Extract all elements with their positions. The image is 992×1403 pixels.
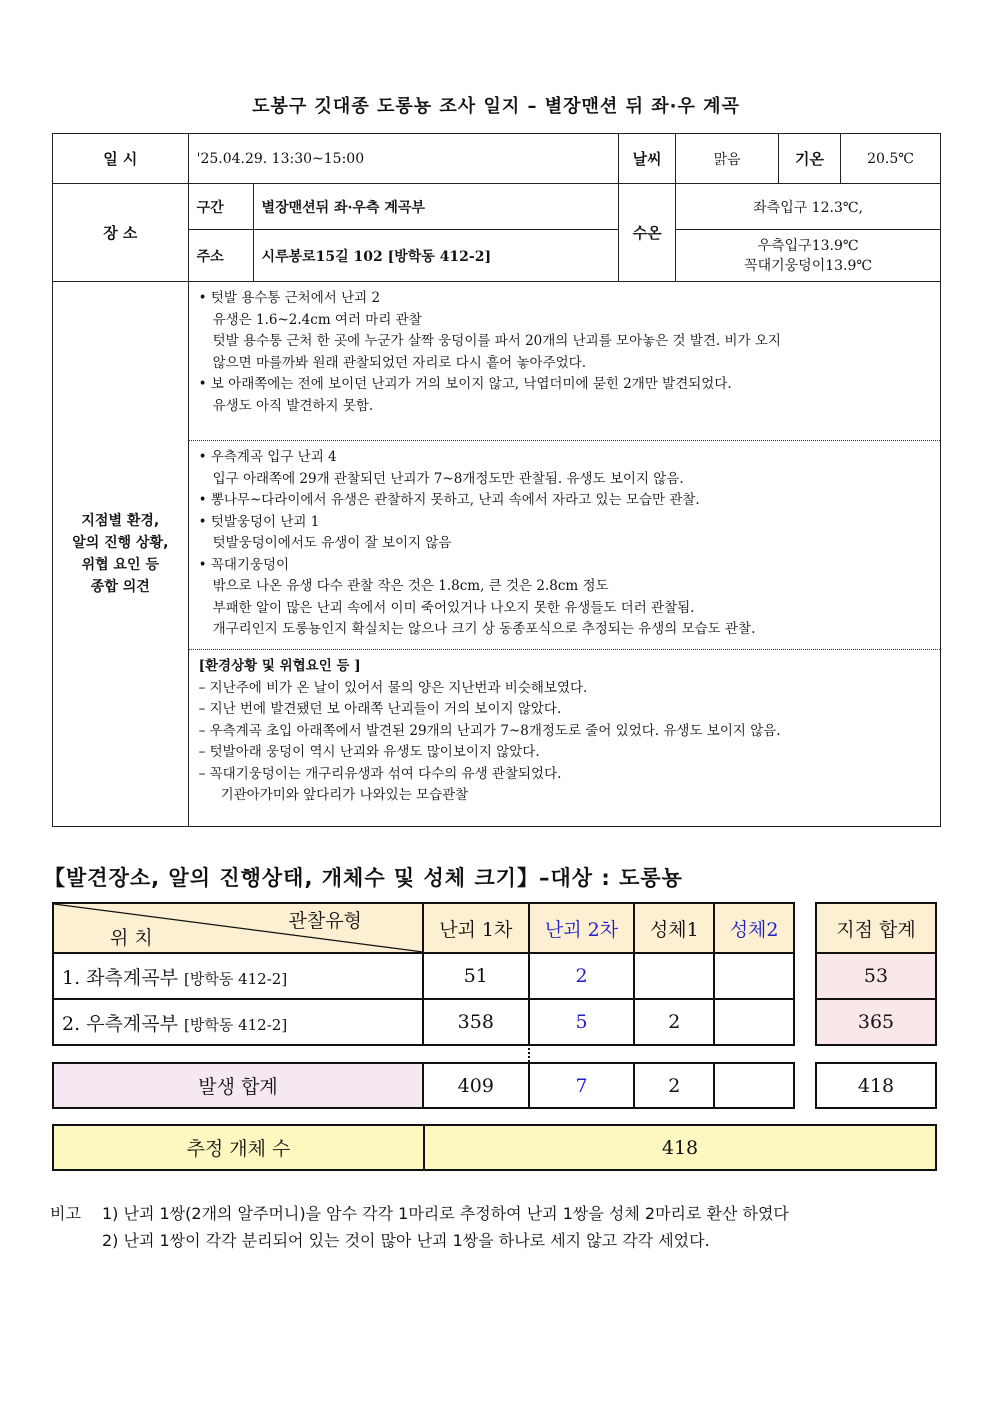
estimate-value: 418 [424, 1125, 936, 1170]
cell-adult-2 [714, 999, 794, 1045]
sum-row [53, 1063, 794, 1108]
sum-egg-2: 7 [529, 1063, 635, 1108]
location-address: [방학동 412-2] [184, 1015, 288, 1034]
note-line: 유생은 1.6~2.4cm 여러 마리 관찰 [212, 311, 422, 328]
location-name: 1. 좌측계곡부 [62, 966, 178, 989]
notes-label-line: 위협 요인 등 [81, 557, 159, 573]
table-row [53, 999, 794, 1045]
note-line: 개구리인지 도롱뇽인지 확실치는 않으나 크기 상 동종포식으로 추정되는 유생의 모습도 관찰. [212, 621, 756, 637]
note-line: • 뽕나무~다라이에서 유생은 관찰하지 못하고, 난괴 속에서 자라고 있는 모습만 관찰. [198, 492, 700, 508]
row-location [53, 999, 423, 1045]
dotted-connector [528, 1048, 530, 1062]
remark-label: 비고 [50, 1204, 81, 1223]
note-line: 기관아가미와 앞다리가 나와있는 모습관찰 [220, 787, 469, 803]
note-line: • 꼭대기웅덩이 [198, 556, 290, 573]
note-line: • 텃발웅덩이 난괴 1 [198, 513, 320, 530]
sum-total-table [815, 1062, 937, 1109]
notes-section-threats [189, 649, 940, 813]
occurrence-sum-table [52, 1062, 795, 1109]
sum-total: 418 [816, 1063, 936, 1108]
header-type-label: 관찰유형 [288, 910, 362, 932]
site-total-table [815, 902, 937, 1046]
remark-line-1 [50, 1200, 789, 1227]
sum-egg-1: 409 [423, 1063, 529, 1108]
note-line: 텃발 용수통 근처 한 곳에 누군가 살짝 웅덩이를 파서 20개의 난괴를 모아놓은 것 발견. 비가 오지 [212, 333, 781, 349]
cell-egg-1: 358 [423, 999, 529, 1045]
place-label: 장 소 [53, 184, 189, 282]
date-label: 일 시 [53, 134, 189, 184]
sum-label: 발생 합계 [53, 1063, 423, 1108]
sum-adult-1: 2 [634, 1063, 714, 1108]
air-temp-label: 기온 [779, 134, 841, 184]
date-value: '25.04.29. 13:30~15:00 [188, 134, 619, 184]
water-temp-right [676, 230, 941, 282]
air-temp-value: 20.5℃ [841, 134, 941, 184]
address-label: 주소 [188, 230, 253, 282]
note-line: [환경상황 및 위협요인 등 ] [198, 658, 361, 674]
count-table [52, 902, 795, 1046]
remark-text: 1) 난괴 1쌍(2개의 알주머니)을 암수 각각 1마리로 추정하여 난괴 1쌍을 성체 2마리로 환산 하였다 [102, 1204, 789, 1223]
cell-adult-1 [634, 953, 714, 999]
cell-egg-2: 2 [529, 953, 635, 999]
summary-heading: 【발견장소, 알의 진행상태, 개체수 및 성체 크기】–대상 : 도롱뇽 [44, 866, 683, 890]
count-table-header [53, 903, 794, 953]
notes-label-line: 알의 진행 상황, [72, 535, 169, 551]
header-location-label: 위 치 [110, 927, 153, 949]
col-egg-2: 난괴 2차 [529, 903, 635, 953]
notes-section-right-valley [189, 440, 940, 649]
water-temp-label: 수온 [619, 184, 676, 282]
note-line: • 텃발 용수통 근처에서 난괴 2 [198, 290, 381, 306]
note-line: • 보 아래쪽에는 전에 보이던 난괴가 거의 보이지 않고, 낙엽더미에 묻힌 2개만 발견되었다. [198, 376, 732, 392]
water-temp-right-entrance: 우측입구13.9℃ [757, 237, 859, 254]
location-address: [방학동 412-2] [184, 969, 288, 988]
note-line: – 지난 번에 발견됐던 보 아래쪽 난괴들이 거의 보이지 않았다. [198, 701, 562, 717]
estimate-label: 추정 개체 수 [53, 1125, 424, 1170]
notes-label-line: 종합 의견 [90, 579, 150, 595]
remark-line-2: 2) 난괴 1쌍이 각각 분리되어 있는 것이 많아 난괴 1쌍을 하나로 세지 않고 각각 세었다. [102, 1231, 710, 1250]
note-line: 입구 아래쪽에 29개 관찰되던 난괴가 7~8개정도만 관찰됨. 유생도 보이지 않음. [212, 470, 684, 487]
weather-value: 맑음 [676, 134, 779, 184]
col-adult-1: 성체1 [634, 903, 714, 953]
address-value: 시루봉로15길 102 [방학동 412-2] [253, 230, 619, 282]
col-egg-1: 난괴 1차 [423, 903, 529, 953]
col-site-total: 지점 합계 [816, 903, 936, 953]
survey-info-table [52, 133, 941, 827]
note-line: 텃발웅덩이에서도 유생이 잘 보이지 않음 [212, 535, 452, 551]
estimate-table [52, 1124, 937, 1171]
site-total-right: 365 [816, 999, 936, 1045]
remarks [50, 1200, 789, 1254]
note-line: 않으면 마를까봐 원래 관찰되었던 자리로 다시 흩어 놓아주었다. [212, 354, 586, 371]
section-value: 별장맨션뒤 좌·우측 계곡부 [253, 184, 619, 230]
header-corner-cell [53, 903, 423, 953]
location-name: 2. 우측계곡부 [62, 1012, 178, 1035]
page-title: 도봉구 깃대종 도롱뇽 조사 일지 – 별장맨션 뒤 좌·우 계곡 [252, 96, 740, 117]
note-line: – 지난주에 비가 온 날이 있어서 물의 양은 지난번과 비슷해보였다. [198, 679, 588, 696]
note-line: 유생도 아직 발견하지 못함. [212, 397, 374, 414]
cell-egg-1: 51 [423, 953, 529, 999]
notes-body [188, 282, 940, 827]
water-temp-top-pool: 꼭대기웅덩이13.9℃ [744, 257, 873, 274]
cell-adult-2 [714, 953, 794, 999]
cell-adult-1: 2 [634, 999, 714, 1045]
note-line: – 우측계곡 초입 아래쪽에서 발견된 29개의 난괴가 7~8개정도로 줄어 있었다. 유생도 보이지 않음. [198, 722, 781, 739]
notes-section-left-upper [189, 282, 940, 440]
water-temp-left: 좌측입구 12.3℃, [676, 184, 941, 230]
row-location [53, 953, 423, 999]
note-line: • 우측계곡 입구 난괴 4 [198, 449, 337, 465]
cell-egg-2: 5 [529, 999, 635, 1045]
weather-label: 날씨 [619, 134, 676, 184]
sum-adult-2 [714, 1063, 794, 1108]
estimate-row [53, 1125, 936, 1170]
notes-label [53, 282, 189, 827]
col-adult-2: 성체2 [714, 903, 794, 953]
site-total-left: 53 [816, 953, 936, 999]
note-line: – 텃발아래 웅덩이 역시 난괴와 유생도 많이보이지 않았다. [198, 744, 540, 760]
note-line: 부패한 알이 많은 난괴 속에서 이미 죽어있거나 나오지 못한 유생들도 더러 관찰됨. [212, 599, 695, 616]
note-line: – 꼭대기웅덩이는 개구리유생과 섞여 다수의 유생 관찰되었다. [198, 765, 562, 782]
notes-label-line: 지점별 환경, [81, 513, 160, 529]
note-line: 밖으로 나온 유생 다수 관찰 작은 것은 1.8cm, 큰 것은 2.8cm 정도 [212, 578, 609, 594]
table-row [53, 953, 794, 999]
section-label: 구간 [188, 184, 253, 230]
